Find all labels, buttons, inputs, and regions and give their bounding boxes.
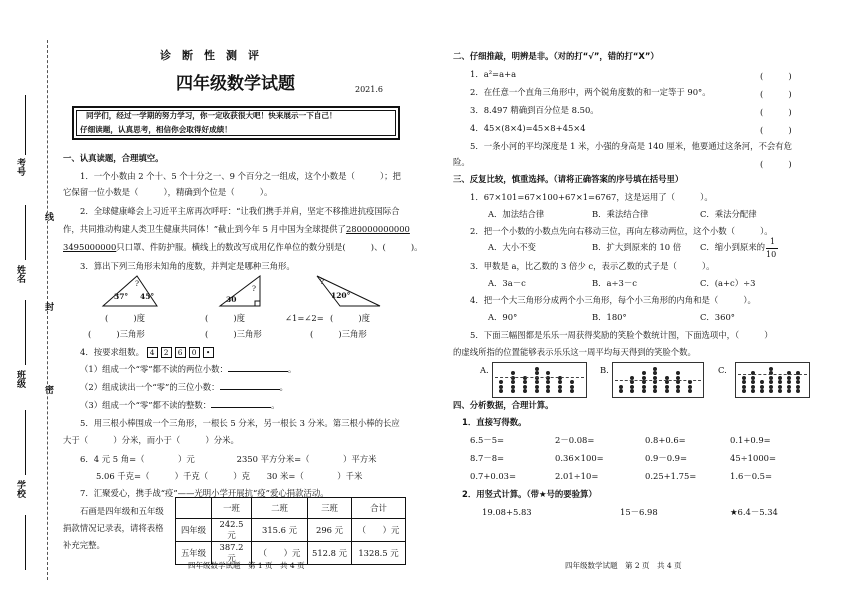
vertical-item: 15－6.98	[620, 507, 658, 517]
smile-dot	[760, 389, 764, 393]
smile-dot	[523, 380, 527, 384]
calc-item: 1.6－0.5=	[730, 471, 773, 481]
tri-deg-3: ( )度	[330, 313, 371, 323]
choice-opt: A．90°	[488, 312, 518, 322]
smile-dot	[796, 385, 800, 389]
angle-30: 30	[226, 295, 237, 304]
table-header-cell: 合计	[352, 498, 406, 519]
q4-sub-3: （3）组成一个“零”都不读的整数： 。	[80, 400, 280, 410]
smile-dot	[796, 380, 800, 384]
smile-dot	[676, 385, 680, 389]
page-2-footer: 四年级数学试题 第 2 页 共 4 页	[565, 561, 682, 570]
smile-dot	[546, 371, 550, 375]
donation-table	[175, 497, 406, 565]
choice-q1: 1．67×101=67×100+67×1=6767，这是运用了（ ）。	[470, 192, 713, 202]
fraction-den: 10	[766, 250, 777, 259]
label-xuexiao: 学校	[15, 480, 25, 498]
smile-dot	[688, 385, 692, 389]
tri-type-2: ( )三角形	[205, 329, 262, 339]
chart-opt-label: A.	[480, 365, 489, 375]
blank-line	[25, 410, 26, 475]
smile-dot	[796, 376, 800, 380]
label-xingming: 姓名	[15, 265, 25, 283]
q1-line-b: 它保留一位小数是（ ），精确到个位是（ ）。	[63, 187, 273, 197]
label-banji: 班级	[15, 370, 25, 388]
smile-dot	[676, 389, 680, 393]
smile-dot	[688, 389, 692, 393]
q2-text-c: 件防护服。横线上的数改写成用亿作单位的数分别是( )、( )。	[149, 242, 423, 252]
section-2-title: 二、仔细推敲，明辨是非。（对的打“√”，错的打“X”）	[453, 51, 659, 61]
smile-dot	[570, 389, 574, 393]
page-title: 四年级数学试题	[176, 74, 295, 94]
q2-line-b	[63, 225, 410, 235]
exam-date: 2021.6	[355, 85, 383, 94]
choice-opt: B．乘法结合律	[592, 209, 649, 219]
q4-sub-3-text: （3）组成一个“零”都不读的整数：	[80, 400, 212, 410]
smile-dot	[570, 385, 574, 389]
calc-item: 0.25+1.75=	[645, 471, 697, 481]
smile-dot	[619, 385, 623, 389]
table-cell: 315.6 元	[252, 519, 308, 542]
answer-line[interactable]	[211, 407, 271, 408]
page-1-footer: 四年级数学试题 第 1 页 共 4 页	[188, 561, 305, 570]
smile-dot	[653, 376, 657, 380]
smile-dot	[630, 385, 634, 389]
answer-line[interactable]	[228, 371, 288, 372]
calc-item: 8.7－8=	[470, 453, 505, 463]
number-card: 4	[147, 347, 158, 358]
blank-line	[25, 300, 26, 365]
smile-dot	[778, 389, 782, 393]
smile-dot	[642, 389, 646, 393]
choice-opt: A．大小不变	[488, 242, 536, 252]
angle-37: 37°	[114, 292, 129, 301]
smile-dot	[769, 389, 773, 393]
smile-dot	[499, 380, 503, 384]
smile-dot	[653, 367, 657, 371]
table-cell: 242.5 元	[212, 519, 252, 542]
q2-number-2: 3495000000	[63, 242, 117, 252]
table-cell: 512.8 元	[308, 542, 352, 565]
choice-q5a: 5．下面三幅图都是乐乐一周获得奖励的笑脸个数统计图，下面选项中，（ ）	[470, 330, 773, 340]
tri-type-1: ( )三角形	[88, 329, 145, 339]
answer-line[interactable]	[220, 389, 280, 390]
q5-line-b: 大于（ ）分米，而小于（ ）分米。	[63, 435, 239, 445]
smile-chart-b	[612, 362, 704, 398]
smile-dot	[751, 385, 755, 389]
table-cell: 296 元	[308, 519, 352, 542]
right-angle-mark	[255, 301, 260, 306]
notice-line-2: 仔细读题，认真思考，相信你会取得好成绩！	[80, 125, 232, 134]
calc-item: 45÷1000=	[730, 453, 777, 463]
smile-dot	[787, 385, 791, 389]
angle-45: 45°	[140, 292, 155, 301]
smile-dot	[769, 376, 773, 380]
smile-dot	[778, 380, 782, 384]
q4-sub-1-text: （1）组成一个“零”都不读的两位小数：	[80, 364, 228, 374]
smile-dot	[760, 385, 764, 389]
q3-line: 3．算出下列三角形未知角的度数，并判定是哪种三角形。	[80, 261, 295, 271]
smile-dot	[511, 385, 515, 389]
q7-line-c: 捐款情况记录表，请将表格	[63, 523, 164, 533]
q4-sub-1: （1）组成一个“零”都不读的两位小数： 。	[80, 364, 297, 374]
table-cell[interactable]: （ ）元	[352, 519, 406, 542]
choice-q5b: 的虚线所指的位置能够表示乐乐这一周平均每天得到的笑脸个数。	[453, 347, 696, 357]
smile-dot	[653, 371, 657, 375]
table-cell: 四年级	[176, 519, 212, 542]
decimal-point-card: •	[203, 347, 214, 358]
q2-line-c	[63, 243, 423, 253]
smile-dot	[751, 376, 755, 380]
smile-dot	[778, 385, 782, 389]
smile-dot	[796, 389, 800, 393]
smile-dot	[511, 371, 515, 375]
choice-opt: A．加法结合律	[488, 209, 545, 219]
smile-dot	[499, 389, 503, 393]
calc-item: 6.5－5=	[470, 435, 505, 445]
average-dashed-line	[738, 374, 807, 375]
table-cell[interactable]: （ ）元	[252, 542, 308, 565]
smile-dot	[546, 389, 550, 393]
judge-paren[interactable]: ( )	[760, 71, 792, 81]
table-header-cell	[176, 498, 212, 519]
judge-paren[interactable]: ( )	[760, 107, 792, 117]
calc-item: 2.01÷10=	[555, 471, 599, 481]
calc-item: 0.36×100=	[555, 453, 604, 463]
tri-deg-2: ( )度	[205, 313, 246, 323]
sub-vertical-calc: 2．用竖式计算。（带★号的要验算）	[462, 489, 597, 499]
q4-text: 4．按要求组数。	[80, 347, 144, 357]
chart-opt-label: C.	[718, 365, 727, 375]
smile-dot	[742, 385, 746, 389]
q7-line-b: 石画是四年级和五年级	[80, 506, 164, 516]
judge-paren[interactable]: ( )	[760, 125, 792, 135]
judge-item: 1．a²=a+a	[470, 69, 517, 79]
blank-line	[25, 515, 26, 570]
number-card: 0	[189, 347, 200, 358]
smile-dot	[535, 371, 539, 375]
angle-q2: ?	[252, 284, 257, 293]
smile-dot	[751, 380, 755, 384]
tri-angle-label: ∠1=∠2=	[285, 313, 324, 323]
choice-opt: A．3a－c	[488, 278, 526, 288]
fraction-bar	[766, 248, 778, 249]
q4-sub-2: （2）组成读出一个“零”的三位小数： 。	[80, 382, 288, 392]
smile-dot	[511, 380, 515, 384]
blank-line	[25, 95, 26, 155]
q4-sub-2-text: （2）组成读出一个“零”的三位小数：	[80, 382, 220, 392]
smile-dot	[523, 389, 527, 393]
smile-dot	[570, 380, 574, 384]
table-header-cell: 三班	[308, 498, 352, 519]
q4-line	[80, 347, 217, 358]
smile-dot	[642, 371, 646, 375]
q2-text-pre: 只口罩、	[116, 242, 150, 252]
angle-120: 120°	[331, 291, 351, 300]
smile-dot	[751, 389, 755, 393]
q7-line-d: 补充完整。	[63, 540, 105, 550]
choice-q2: 2．把一个小数的小数点先向右移动三位，再向左移动两位，这个小数（ ）。	[470, 226, 773, 236]
smile-dot	[535, 385, 539, 389]
smile-dot	[546, 385, 550, 389]
section-4-title: 四、分析数据，合理计算。	[453, 400, 554, 410]
choice-q4: 4．把一个大三角形分成两个小三角形，每个小三角形的内角和是（ ）。	[470, 295, 756, 305]
label-xian: 线	[43, 212, 53, 221]
choice-q3: 3．甲数是 a，比乙数的 3 倍少 c，表示乙数的式子是（ ）。	[470, 261, 715, 271]
smile-dot	[642, 385, 646, 389]
choice-opt: C．(a+c）÷3	[700, 278, 756, 288]
number-card: 2	[161, 347, 172, 358]
vertical-item: ★6.4－5.34	[730, 507, 778, 517]
smile-dot	[642, 376, 646, 380]
angle-q1: ?	[135, 279, 140, 288]
smile-dot	[665, 389, 669, 393]
smile-dot	[676, 371, 680, 375]
judge-paren[interactable]: ( )	[760, 89, 792, 99]
smile-dot	[742, 389, 746, 393]
calc-item: 2－0.08=	[555, 435, 595, 445]
q6-line-a: 6．4 元 5 角=（ ）元 2350 平方分米=（ ）平方米	[80, 454, 377, 464]
judge-item: 3．8.497 精确到百分位是 8.50。	[470, 105, 599, 115]
smile-dot	[546, 380, 550, 384]
table-header-cell: 二班	[252, 498, 308, 519]
smile-dot	[665, 385, 669, 389]
choice-opt: B．180°	[592, 312, 627, 322]
calc-item: 0.9－0.9=	[645, 453, 688, 463]
q6-line-b: 5.06 千克=（ ）千克（ ）克 30 米=（ ）千米	[96, 471, 363, 481]
judge-item-5a: 5．一条小河的平均深度是 1 米，小强的身高是 140 厘米，他要通过这条河，不会有危	[470, 141, 793, 151]
smile-dot	[653, 385, 657, 389]
judge-item: 4．45×(8×4)=45×8+45×4	[470, 123, 586, 133]
notice-line-1: 同学们，经过一学期的努力学习，你一定收获很大吧！快来展示一下自己！	[86, 111, 337, 120]
smile-dot	[499, 385, 503, 389]
smile-dot	[535, 380, 539, 384]
smile-dot	[523, 385, 527, 389]
smile-dot	[535, 367, 539, 371]
vertical-item: 19.08+5.83	[482, 507, 532, 517]
number-card: 6	[175, 347, 186, 358]
smile-dot	[619, 389, 623, 393]
smile-dot	[630, 376, 634, 380]
diag-heading: 诊 断 性 测 评	[160, 49, 259, 62]
table-row	[176, 519, 406, 542]
smile-dot	[769, 367, 773, 371]
table-cell: 五年级	[176, 542, 212, 565]
label-kaohao: 考号	[15, 158, 25, 176]
smile-dot	[769, 380, 773, 384]
label-feng: 封	[43, 302, 53, 311]
smile-dot	[653, 389, 657, 393]
sub-direct-calc: 1．直接写得数。	[462, 417, 527, 427]
choice-opt: B．扩大到原来的 10 倍	[592, 242, 682, 252]
table-row	[176, 498, 406, 519]
smile-dot	[558, 380, 562, 384]
q2-line-a: 2．全球健康峰会上习近平主席再次呼吁：“让我们携手并肩，坚定不移推进抗疫国际合	[80, 206, 400, 216]
smile-dot	[778, 376, 782, 380]
smile-dot	[787, 389, 791, 393]
chart-opt-label: B.	[600, 365, 609, 375]
smile-dot	[558, 389, 562, 393]
q2-number-1: 280000000000	[345, 224, 410, 234]
smile-dot	[665, 376, 669, 380]
choice-opt: B．a÷3－c	[592, 278, 637, 288]
section-3-title: 三、反复比较，慎重选择。（请将正确答案的序号填在括号里）	[453, 174, 684, 184]
judge-paren[interactable]: ( )	[760, 159, 792, 169]
smile-dot	[787, 380, 791, 384]
smile-dot	[787, 376, 791, 380]
q1-line-a: 1．一个小数由 2 个十、5 个十分之一、9 个百分之一组成，这个小数是（ ）；把	[80, 171, 401, 181]
smile-dot	[630, 389, 634, 393]
tri-deg-1: ( )度	[105, 313, 146, 323]
angle-q3: ?	[320, 277, 325, 286]
smile-dot	[760, 380, 764, 384]
table-header-cell: 一班	[212, 498, 252, 519]
smile-dot	[511, 389, 515, 393]
calc-item: 0.7+0.03=	[470, 471, 517, 481]
fraction-num: 1	[770, 237, 776, 246]
smile-chart-a	[492, 362, 587, 398]
q2-text: 作，共同推动构建人类卫生健康共同体！”截止到今年 5 月中国为全球提供了	[63, 224, 346, 234]
table-cell: 387.2 元	[212, 542, 252, 565]
choice-opt: C．缩小到原来的	[700, 242, 766, 252]
choice-opt: C．乘法分配律	[700, 209, 757, 219]
smile-dot	[769, 385, 773, 389]
q7-line-a: 7．汇聚爱心，携手战“疫”——光明小学开展抗“疫”爱心捐款活动。	[80, 488, 329, 498]
judge-item-5b: 险。	[453, 157, 470, 167]
judge-item: 2．在任意一个直角三角形中，两个锐角度数的和一定等于 90°。	[470, 87, 711, 97]
smile-dot	[742, 376, 746, 380]
calc-item: 0.8+0.6=	[645, 435, 686, 445]
blank-line	[25, 205, 26, 260]
smile-dot	[742, 380, 746, 384]
smile-dot	[558, 385, 562, 389]
average-dashed-line	[615, 380, 701, 381]
smile-chart-c	[735, 362, 810, 398]
table-cell: 1328.5 元	[352, 542, 406, 565]
section-1-title: 一、认真读题，合理填空。	[63, 153, 164, 163]
q5-line-a: 5．用三根小棒围成一个三角形，一根长 5 分米，另一根长 3 分米。第三根小棒的长应	[80, 418, 400, 428]
smile-dot	[676, 376, 680, 380]
label-mi: 密	[43, 385, 53, 394]
smile-dot	[535, 389, 539, 393]
tri-type-3: ( )三角形	[310, 329, 367, 339]
calc-item: 0.1+0.9=	[730, 435, 771, 445]
average-dashed-line	[495, 377, 584, 378]
choice-opt: C．360°	[700, 312, 735, 322]
